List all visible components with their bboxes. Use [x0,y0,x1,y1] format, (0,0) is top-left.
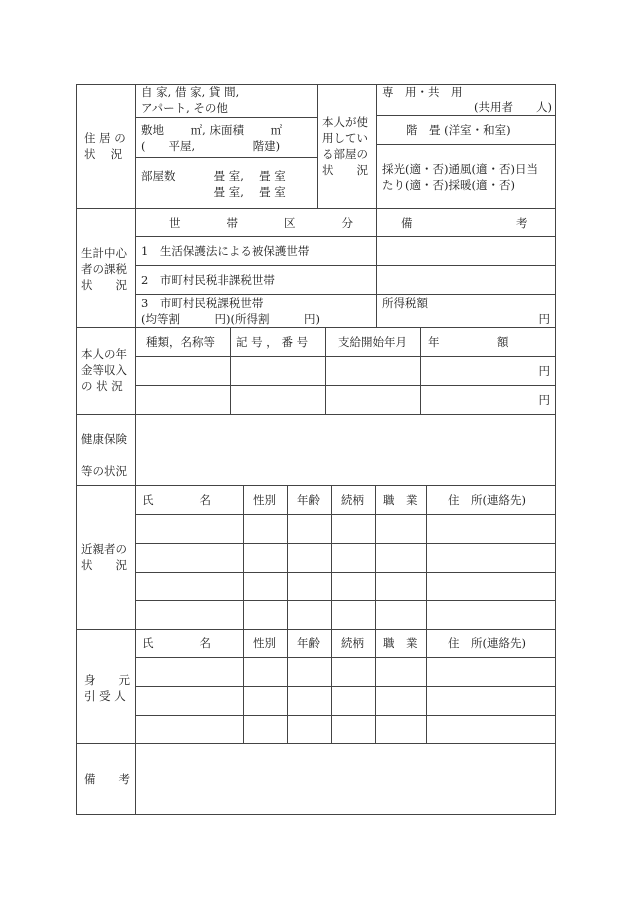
tax-row-taxable: 3 市町村民税課税世帯 (均等割 円)(所得割 円) [141,296,320,326]
remarks-input-area[interactable] [136,744,555,814]
housing-rooms: 部屋数 畳 室, 畳 室 畳 室, 畳 室 [141,169,286,199]
income-tax-label: 所得税額 [382,296,428,310]
relatives-header-occupation: 職 業 [383,493,418,507]
insurance-input-area[interactable] [136,415,555,485]
guarantor-header-occupation: 職 業 [383,636,418,650]
pension-yen-1: 円 [538,364,550,378]
pension-header-type: 種類，名称等 [146,335,215,349]
guarantor-header-sex: 性別 [253,636,276,650]
relatives-header-age: 年齢 [297,493,320,507]
guarantor-header-name: 氏 名 [142,636,211,650]
pension-header-amount: 年 額 [428,335,509,349]
tax-label: 生計中心 者の課税 状 況 [81,246,127,292]
room-status-label: 本人が使 用してい る部屋の 状 況 [322,115,368,177]
tax-row-nontaxable: 2 市町村民税非課税世帯 [141,273,275,287]
guarantor-header-relation: 続柄 [341,636,364,650]
pension-yen-2: 円 [538,393,550,407]
room-sharer: (共用者 人) [474,100,552,114]
guarantor-label: 身 元 引 受 人 [84,673,130,703]
pension-header-number: 記 号 ， 番 号 [236,335,309,349]
relatives-header-address: 住 所(連絡先) [448,493,526,507]
room-tatami: 階 畳 (洋室・和室) [406,123,511,137]
relatives-header-sex: 性別 [253,493,276,507]
relatives-header-relation: 続柄 [341,493,364,507]
room-exclusive: 専 用・共 用 [382,85,463,99]
tax-row-welfare: 1 生活保護法による被保護世帯 [141,244,310,258]
guarantor-header-address: 住 所(連絡先) [448,636,526,650]
application-form-table [76,84,556,815]
income-tax-yen: 円 [538,312,550,326]
relatives-header-name: 氏 名 [142,493,211,507]
pension-header-start: 支給開始年月 [338,335,407,349]
pension-label: 本人の年 金等収入 の 状 況 [81,347,127,393]
guarantor-header-age: 年齢 [297,636,320,650]
housing-area: 敷地 ㎡, 床面積 ㎡ ( 平屋, 階建) [141,123,283,153]
insurance-label: 健康保険 等の状況 [81,432,127,478]
relatives-label: 近親者の 状 況 [81,542,127,572]
housing-label: 住 居 の 状 況 [84,131,126,161]
tax-header-category: 世 帯 区 分 [169,216,353,230]
remarks-label: 備 考 [84,772,130,786]
room-light: 採光(適・否)通風(適・否)日当 たり(適・否)採暖(適・否) [382,162,538,192]
tax-header-remarks: 備 考 [401,216,528,230]
housing-type: 自 家, 借 家, 貸 間, アパート, その他 [141,85,240,115]
